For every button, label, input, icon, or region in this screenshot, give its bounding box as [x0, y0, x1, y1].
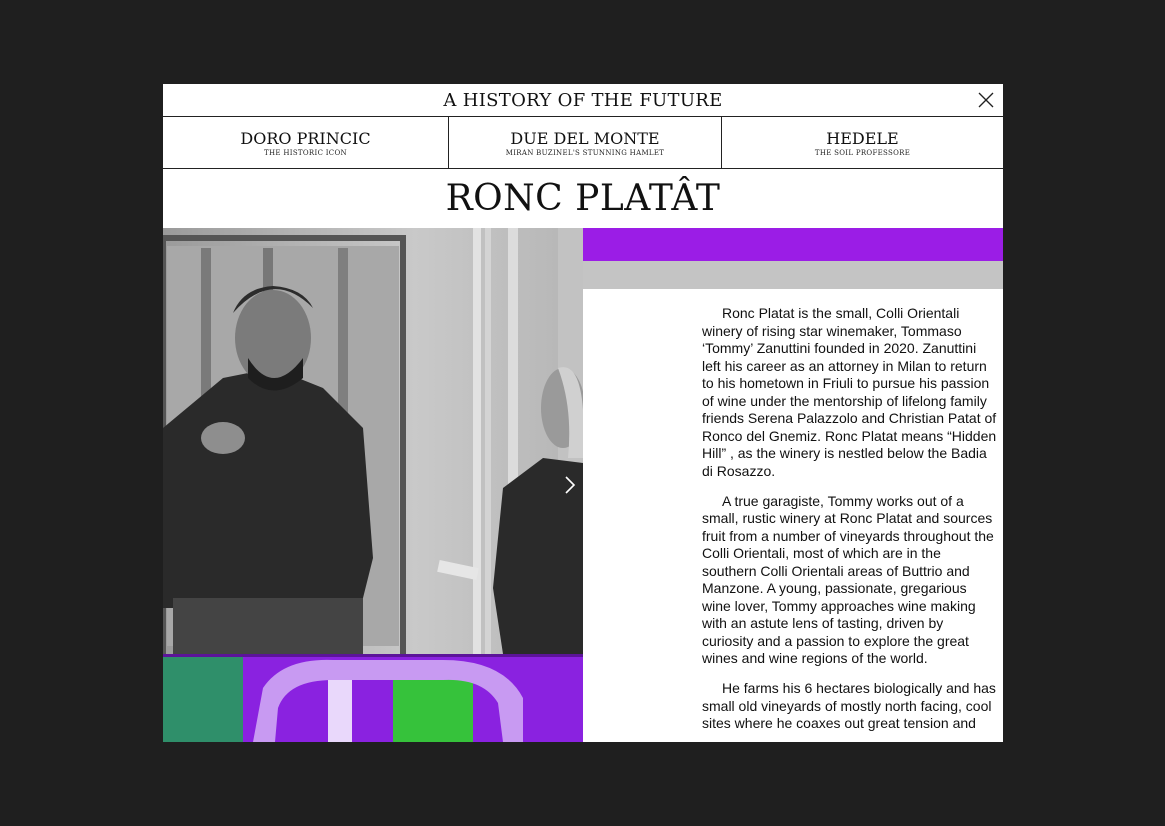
chevron-right-icon[interactable] [561, 472, 579, 498]
winery-tabs [163, 117, 1003, 169]
tab-name: DUE DEL MONTE [510, 128, 660, 148]
gray-band [583, 261, 1003, 289]
page-heading [163, 169, 1003, 228]
winemaker-photo [163, 228, 583, 742]
tab-hedele[interactable] [721, 117, 1003, 168]
tab-due-del-monte[interactable] [448, 117, 721, 168]
winery-modal [163, 84, 1003, 742]
description-paragraph: He farms his 6 hectares biologically and has small old vineyards of mostly north facing, cool sites where he coaxes out great tension and [702, 680, 996, 731]
tab-doro-princic[interactable] [163, 117, 448, 168]
tab-subtitle: MIRAN BUZINEL'S STUNNING HAMLET [505, 148, 665, 157]
page-title: RONC PLATÂT [445, 178, 721, 219]
tab-subtitle: THE HISTORIC ICON [264, 148, 347, 157]
description-paragraph: A true garagiste, Tommy works out of a small, rustic winery at Ronc Platat and sources fruit from a number of vineyards throughout the Colli Orientali, most of which are in the southern Colli Orientali areas of Buttrio and Manzone. A young, passionate, gregarious wine lover, Tommy approaches wine making with an astute lens of tasting, driven by curiosity and a passion to explore the great wines and wine regions of the world. [702, 492, 994, 666]
accent-band [583, 228, 1003, 261]
tab-name: DORO PRINCIC [240, 128, 371, 148]
tab-subtitle: THE SOIL PROFESSORE [814, 148, 911, 157]
close-icon[interactable] [975, 89, 997, 111]
winery-description [702, 305, 998, 742]
modal-title: A HISTORY OF THE FUTURE [443, 89, 723, 111]
tab-name: HEDELE [826, 128, 899, 148]
modal-header [163, 84, 1003, 117]
description-paragraph: Ronc Platat is the small, Colli Orientali winery of rising star winemaker, Tommaso ‘Tommy’ Zanuttini founded in 2020. Zanuttini left his career as an attorney in Milan to return to his hometown in Friuli to pursue his passion of wine under the mentorship of lifelong family friends Serena Palazzolo and Christian Patat of Ronco del Gnemiz. Ronc Platat means “Hidden Hill” , as the winery is nestled below the Badia di Rosazzo. [702, 305, 997, 479]
